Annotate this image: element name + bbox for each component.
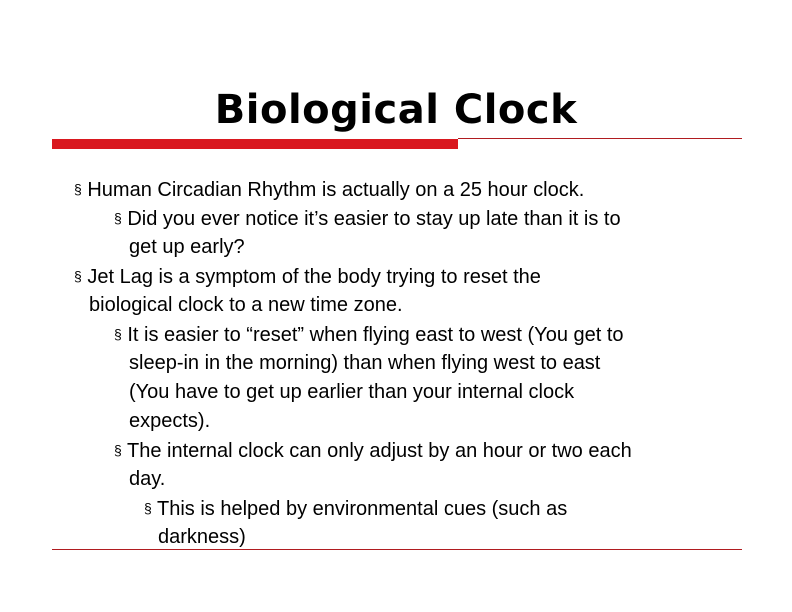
bullet-text: The internal clock can only adjust by an hour or two each xyxy=(127,440,632,462)
bullet-3-line-1 xyxy=(74,262,541,292)
bullet-2-line-1 xyxy=(114,204,621,234)
bullet-3-line-2: biological clock to a new time zone. xyxy=(89,294,403,316)
bullet-marker-icon: § xyxy=(114,442,122,458)
bullet-marker-icon: § xyxy=(114,210,122,226)
bullet-6-line-1 xyxy=(144,494,567,524)
bullet-1-line-1 xyxy=(74,175,584,205)
bullet-6-line-2: darkness) xyxy=(158,526,246,548)
bullet-marker-icon: § xyxy=(74,268,82,284)
bullet-4-line-2: sleep-in in the morning) than when flying west to east xyxy=(129,352,601,374)
title-underline-rule xyxy=(458,138,742,139)
bullet-text: Jet Lag is a symptom of the body trying to reset the xyxy=(87,266,541,288)
bullet-2-line-2: get up early? xyxy=(129,236,245,258)
footer-rule xyxy=(52,549,742,550)
bullet-marker-icon: § xyxy=(114,326,122,342)
bullet-marker-icon: § xyxy=(144,500,152,516)
bullet-5-line-1 xyxy=(114,436,632,466)
bullet-text: This is helped by environmental cues (such as xyxy=(157,498,568,520)
bullet-marker-icon: § xyxy=(74,181,82,197)
bullet-4-line-1 xyxy=(114,320,624,350)
bullet-text: Did you ever notice it’s easier to stay up late than it is to xyxy=(127,208,621,230)
bullet-4-line-3: (You have to get up earlier than your internal clock xyxy=(129,381,575,403)
bullet-5-line-2: day. xyxy=(129,468,166,490)
slide-title: Biological Clock xyxy=(214,87,578,133)
bullet-text: Human Circadian Rhythm is actually on a 25 hour clock. xyxy=(87,179,585,201)
title-underline-accent xyxy=(52,139,458,149)
bullet-4-line-4: expects). xyxy=(129,410,211,432)
bullet-text: It is easier to “reset” when flying east to west (You get to xyxy=(127,324,624,346)
